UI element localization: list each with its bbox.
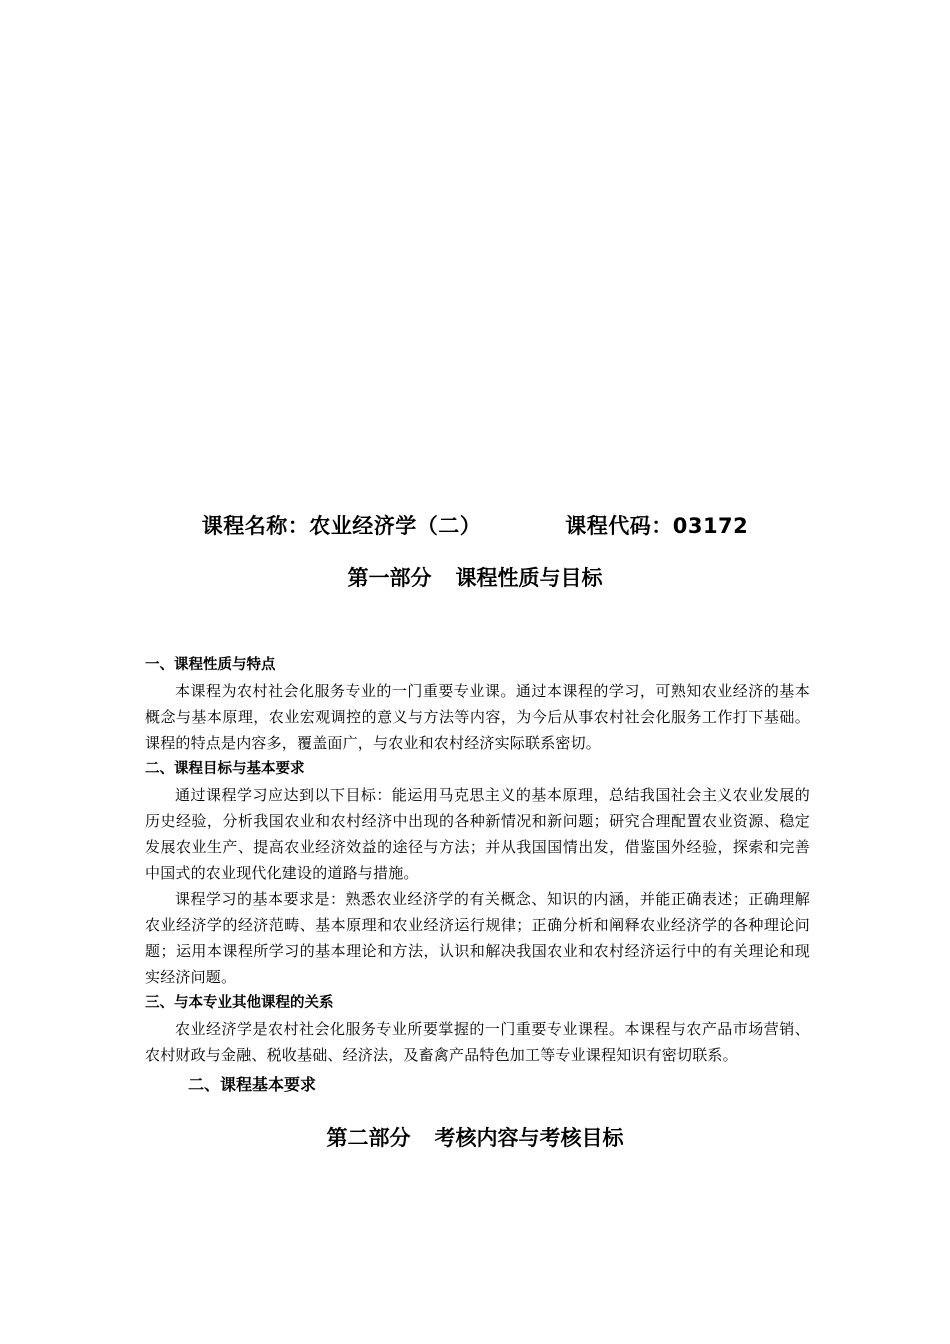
sub-heading-basic-requirements: 二、课程基本要求 — [188, 1075, 317, 1094]
paragraph: 农业经济学是农村社会化服务专业所要掌握的一门重要专业课程。本课程与农产品市场营销、农村财政与金融、税收基础、经济法，及畜禽产品特色加工等专业课程知识有密切联系。 — [145, 1020, 810, 1064]
part-one-title: 课程性质与目标 — [455, 566, 603, 590]
paragraph: 本课程为农村社会化服务专业的一门重要专业课。通过本课程的学习，可熟知农业经济的基本概念与基本原理，农业宏观调控的意义与方法等内容，为今后从事农村社会化服务工作打下基础。课程的特点是内容多，覆盖面广，与农业和农村经济实际联系密切。 — [145, 682, 810, 752]
paragraph: 通过课程学习应达到以下目标：能运用马克思主义的基本原理，总结我国社会主义农业发展的历史经验，分析我国农业和农村经济中出现的各种新情况和新问题；研究合理配置农业资源、稳定发展农业生产、提高农业经济效益的途径与方法；并从我国国情出发，借鉴国外经验，探索和完善中国式的农业现代化建设的道路与措施。 — [145, 786, 810, 882]
body-text — [145, 652, 810, 1068]
course-title-line — [0, 510, 950, 540]
part-two-heading — [0, 1122, 950, 1152]
part-one-heading — [0, 562, 950, 592]
course-code: 课程代码：03172 — [565, 514, 749, 538]
part-two-title: 考核内容与考核目标 — [434, 1126, 624, 1150]
section-heading-nature: 一、课程性质与特点 — [145, 657, 276, 673]
section-heading-goals: 二、课程目标与基本要求 — [145, 761, 305, 777]
section-heading-relations: 三、与本专业其他课程的关系 — [145, 995, 334, 1011]
part-one-label: 第一部分 — [347, 566, 432, 590]
course-name: 课程名称：农业经济学（二） — [201, 514, 482, 538]
part-two-label: 第二部分 — [326, 1126, 411, 1150]
paragraph: 课程学习的基本要求是：熟悉农业经济学的有关概念、知识的内涵，并能正确表述；正确理解农业经济学的经济范畴、基本原理和农业经济运行规律；正确分析和阐释农业经济学的各种理论问题；运用本课程所学习的基本理论和方法，认识和解决我国农业和农村经济运行中的有关理论和现实经济问题。 — [145, 890, 810, 986]
